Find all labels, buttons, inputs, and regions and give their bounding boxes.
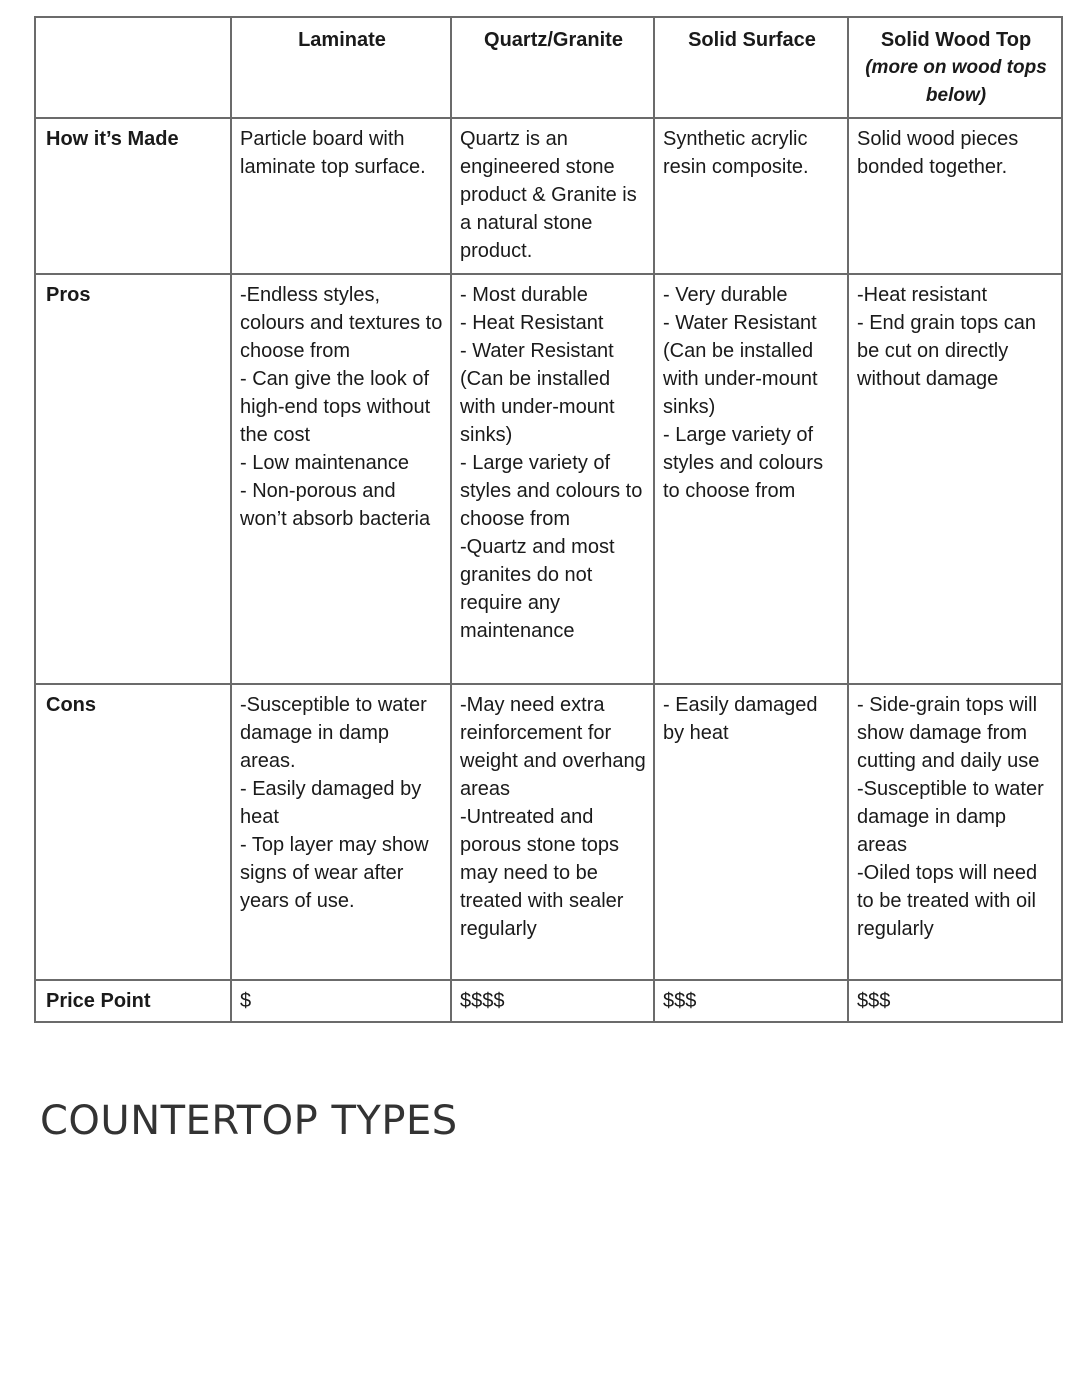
cell-text: -Untreated and porous stone tops may need to be treated with sealer regularly <box>460 806 624 940</box>
cell-text: - Top layer may show signs of wear after years of use. <box>240 834 429 912</box>
cell-text: $$$ <box>663 990 697 1012</box>
table-cell <box>654 118 848 274</box>
cell-text: - End grain tops can be cut on directly without damage <box>857 312 1036 390</box>
countertop-comparison-table <box>34 16 1063 1023</box>
table-cell <box>231 684 451 980</box>
cell-text: - Very durable <box>663 284 788 306</box>
table-cell <box>848 684 1062 980</box>
row-header: How it’s Made <box>35 118 231 274</box>
table-header-row <box>35 17 1062 118</box>
table-cell <box>451 980 654 1022</box>
row-header: Cons <box>35 684 231 980</box>
cell-text: -Susceptible to water damage in damp areas <box>857 778 1044 856</box>
cell-text: - Heat Resistant <box>460 312 604 334</box>
cell-text: - Large variety of styles and colours to choose from <box>663 424 824 502</box>
table-cell <box>848 980 1062 1022</box>
column-header-solid-surface <box>654 17 848 118</box>
cell-text: - Non-porous and won’t absorb bacteria <box>240 480 431 530</box>
column-header-solid-wood-top <box>848 17 1062 118</box>
cell-text: - Easily damaged by heat <box>240 778 422 828</box>
table-row-price-point <box>35 980 1062 1022</box>
cell-text: Quartz is an engineered stone product & Granite is a natural stone product. <box>460 128 637 262</box>
table-row-pros <box>35 274 1062 684</box>
cell-text: -Susceptible to water damage in damp areas. <box>240 694 427 772</box>
cell-text: $$$ <box>857 990 891 1012</box>
cell-text: -Heat resistant <box>857 284 988 306</box>
cell-text: - Water Resistant (Can be installed with under-mount sinks) <box>663 312 818 418</box>
cell-text: - Most durable <box>460 284 588 306</box>
cell-text: -Quartz and most granites do not require any maintenance <box>460 536 615 642</box>
cell-text: - Easily damaged by heat <box>663 694 818 744</box>
column-header-label: Solid Wood Top <box>880 29 1032 51</box>
cell-text: -Endless styles, colours and textures to choose from <box>240 284 443 362</box>
table-cell <box>451 118 654 274</box>
table-cell <box>231 980 451 1022</box>
table-cell <box>654 684 848 980</box>
table-row-cons <box>35 684 1062 980</box>
table-cell <box>231 274 451 684</box>
cell-text: -Oiled tops will need to be treated with oil regularly <box>857 862 1038 940</box>
cell-text: - Can give the look of high-end tops without the cost <box>240 368 431 446</box>
column-header-label: Solid Surface <box>688 29 816 51</box>
table-cell <box>451 684 654 980</box>
table-cell <box>654 980 848 1022</box>
table-row-how-its-made <box>35 118 1062 274</box>
table-cell <box>848 118 1062 274</box>
cell-text: - Large variety of styles and colours to choose from <box>460 452 643 530</box>
cell-text: - Low maintenance <box>240 452 409 474</box>
cell-text: $$$$ <box>460 990 505 1012</box>
table-cell <box>848 274 1062 684</box>
cell-text: $ <box>240 990 252 1012</box>
row-header: Price Point <box>35 980 231 1022</box>
column-header-quartz-granite <box>451 17 654 118</box>
corner-cell <box>35 17 231 118</box>
cell-text: Solid wood pieces bonded together. <box>857 128 1019 178</box>
table-cell <box>451 274 654 684</box>
cell-text: Synthetic acrylic resin composite. <box>663 128 809 178</box>
cell-text: - Side-grain tops will show damage from cutting and daily use <box>857 694 1040 772</box>
column-header-laminate <box>231 17 451 118</box>
column-header-label: Laminate <box>298 29 386 51</box>
column-header-note: (more on wood tops below) <box>865 57 1047 106</box>
cell-text: Particle board with laminate top surface. <box>240 128 426 178</box>
row-header: Pros <box>35 274 231 684</box>
cell-text: -May need extra reinforcement for weight and overhang areas <box>460 694 646 800</box>
column-header-label: Quartz/Granite <box>484 29 623 51</box>
cell-text: - Water Resistant (Can be installed with under-mount sinks) <box>460 340 615 446</box>
table-cell <box>654 274 848 684</box>
table-cell <box>231 118 451 274</box>
section-caption: COUNTERTOP TYPES <box>40 1098 458 1144</box>
